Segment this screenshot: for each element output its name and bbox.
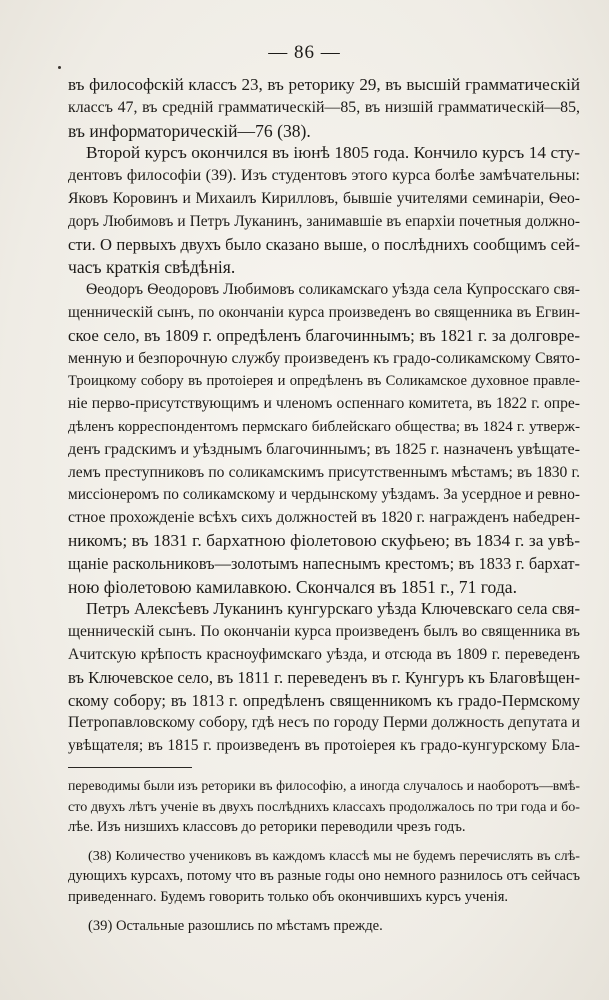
text-line: въ философскій классъ 23, въ реторику 29, въ высшій грамматическій [68, 75, 580, 94]
page-number: — 86 — [268, 42, 341, 63]
ink-speck [58, 66, 61, 69]
text-line: миссіонеромъ по соликамскому и чердынскому уѣздамъ. За усердное и ревно- [68, 486, 580, 504]
footnote-line: переводимы были изъ реторики въ философію, а иногда случалось и наоборотъ—вмѣ- [68, 778, 580, 793]
text-line: Ѳеодоръ Ѳеодоровъ Любимовъ соликамскаго уѣзда села Купросскаго свя- [86, 281, 580, 299]
text-line: классъ 47, въ средній грамматическій—85, въ низшій грамматическій—85, [68, 98, 580, 116]
text-line: Петръ Алексѣевъ Луканинъ кунгурскаго уѣзда Ключевскаго села свя- [86, 599, 580, 619]
footnote-gap [68, 838, 580, 846]
text-line: въ информаторическій—76 (38). [68, 120, 311, 141]
text-line: щаніе раскольниковъ—золотымъ напеснымъ крестомъ; въ 1833 г. бархат- [68, 553, 580, 573]
text-line: щенническій сынъ, по окончаніи курса произведенъ во священника въ Егвин- [68, 303, 580, 321]
text-line: Петропавловскому собору, гдѣ несъ по городу Перми должность депутата и [68, 714, 580, 732]
text-line: ніе перво-присутствующимъ и членомъ оспеннаго комитета, въ 1822 г. опре- [68, 395, 580, 413]
text-line: дѣленъ корреспондентомъ пермскаго библейскаго общества; въ 1824 г. утверж- [68, 418, 580, 435]
text-line: ское село, въ 1809 г. опредѣленъ благочиннымъ; въ 1821 г. за долговре- [68, 325, 580, 345]
footnote-line: (39) Остальные разошлись по мѣстамъ прежде. [88, 917, 383, 934]
footnote-line: приведеннаго. Будемъ говорить только объ окончившихъ курсъ ученія. [68, 888, 509, 905]
text-line: денъ градскимъ и уѣзднымъ благочиннымъ; въ 1825 г. назначенъ увѣщате- [68, 440, 580, 458]
text-line: Яковъ Коровинъ и Михаилъ Кирилловъ, бывшіе учителями семинаріи, Ѳео- [68, 189, 580, 207]
text-line: лемъ преступниковъ по соликамскимъ присутственнымъ мѣстамъ; въ 1830 г. [68, 463, 580, 481]
text-line: менную и безпорочную службу произведенъ къ градо-соликамскому Свято- [68, 349, 580, 367]
footnote-line: сто двухъ лѣтъ ученіе въ двухъ послѣднихъ классахъ продолжалось по три года и бо- [68, 798, 580, 815]
text-line: Троицкому собору въ протоіерея и опредѣленъ въ Соликамское духовное правле- [68, 373, 580, 390]
text-line: Второй курсъ окончился въ іюнѣ 1805 года. Кончило курсъ 14 сту- [86, 143, 580, 163]
text-line: увѣщателя; въ 1815 г. произведенъ въ протоіерея къ градо-кунгурскому Бла- [68, 737, 580, 755]
footnote-gap [68, 908, 580, 916]
text-line: никомъ; въ 1831 г. бархатною фіолетовою скуфьею; въ 1834 г. за увѣ- [68, 530, 580, 550]
footnote-line: дующихъ курсахъ, потому что въ разные годы оно немного разнилось отъ сейчасъ [68, 868, 580, 885]
text-line: въ Ключевское село, въ 1811 г. переведенъ въ г. Кунгуръ къ Благовѣщен- [68, 667, 580, 687]
text-line: ною фіолетовою камилавкою. Скончался въ 1851 г., 71 года. [68, 576, 517, 597]
text-line: доръ Любимовъ и Петръ Луканинъ, занимавшіе въ епархіи почетныя должно- [68, 212, 580, 230]
footnote-separator-rule [68, 767, 192, 768]
footnotes [68, 776, 580, 936]
text-line: часъ краткія свѣдѣнія. [68, 257, 236, 278]
text-line: дентовъ философіи (39). Изъ студентовъ этого курса болѣе замѣчательны: [68, 167, 580, 185]
footnote-line: (38) Количество учениковъ въ каждомъ классѣ мы не будемъ перечислять въ слѣ- [88, 847, 580, 864]
text-line: сти. О первыхъ двухъ было сказано выше, о послѣднихъ сообщимъ сей- [68, 234, 580, 254]
main-text-body [68, 74, 580, 758]
text-line: Ачитскую крѣпость красноуфимскаго уѣзда, и отсюда въ 1809 г. переведенъ [68, 645, 580, 663]
text-line: скому собору; въ 1813 г. опредѣленъ священникомъ къ градо-Пермскому [68, 690, 580, 710]
text-line: щенническій сынъ. По окончаніи курса произведенъ былъ во священника въ [68, 623, 580, 641]
text-line: стное прохожденіе всѣхъ сихъ должностей въ 1820 г. награжденъ набедрен- [68, 509, 580, 527]
footnote-line: лѣе. Изъ низшихъ классовъ до реторики переводили чрезъ годъ. [68, 819, 466, 836]
